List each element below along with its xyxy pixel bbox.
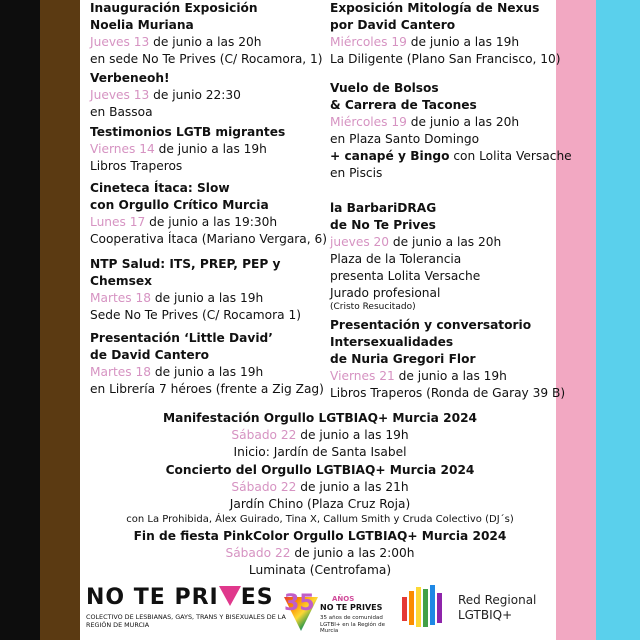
- event-title: Exposición Mitología de Nexus: [330, 1, 540, 15]
- no-te-prives-logo: [86, 585, 286, 629]
- event-time: de junio a las 19h: [154, 142, 267, 156]
- event-performers: con La Prohibida, Álex Guirado, Tina X, Callum Smith y Cruda Colectivo (DJ´s): [126, 514, 514, 525]
- event-title: de No Te Prives: [330, 218, 436, 232]
- event-title: Inauguración Exposición: [90, 1, 258, 15]
- event-time: de junio a las 19h: [151, 365, 264, 379]
- event-date: Miércoles 19: [330, 115, 407, 129]
- event-location: Libros Traperos (Ronda de Garay 39 B): [330, 386, 566, 400]
- event-time: de junio a las 21h: [296, 480, 409, 494]
- event-title: Presentación y conversatorio: [330, 318, 532, 332]
- event-date: Jueves 13: [90, 88, 150, 102]
- red-line2: LGTBIQ+: [458, 608, 513, 622]
- event-title: la BarbariDRAG: [330, 201, 437, 215]
- event-location: en Plaza Santo Domingo: [330, 132, 480, 146]
- event-time: de junio a las 20h: [149, 35, 262, 49]
- center-event: [85, 528, 555, 579]
- stripe-brown: [40, 0, 80, 640]
- ntp-title-a: NO TE PRI: [86, 585, 219, 610]
- event-title: por David Cantero: [330, 18, 456, 32]
- event-date: Lunes 17: [90, 215, 146, 229]
- anniversary-logo: [284, 591, 399, 636]
- event: [90, 0, 323, 68]
- event-location: Luminata (Centrofama): [248, 563, 392, 577]
- event-location: presenta Lolita Versache: [330, 269, 481, 283]
- event-title: Verbeneoh!: [90, 71, 170, 85]
- event-date: Sábado 22: [231, 480, 297, 494]
- rainbow-bars-icon: [400, 583, 448, 631]
- event-date: jueves 20: [330, 235, 390, 249]
- event: [90, 256, 301, 324]
- event-time: de junio a las 19h: [151, 291, 264, 305]
- anniversary-number: 35: [284, 591, 315, 616]
- event-date-line: [90, 34, 323, 51]
- event-location: Plaza de la Tolerancia: [330, 252, 462, 266]
- event-time: de junio a las 20h: [389, 235, 502, 249]
- event: [330, 317, 565, 402]
- event-date-line: [330, 34, 561, 51]
- event-date-line: [90, 214, 327, 231]
- red-regional-logo: [400, 583, 556, 633]
- event-note: (Cristo Resucitado): [330, 302, 416, 312]
- triangle-icon: [219, 586, 241, 606]
- event-date-line: [85, 479, 555, 496]
- event-date: Sábado 22: [225, 546, 291, 560]
- event-location: Libros Traperos: [90, 159, 183, 173]
- event-date-line: [90, 141, 285, 158]
- ntp-subtitle: COLECTIVO DE LESBIANAS, GAYS, TRANS Y BISEXUALES DE LA REGIÓN DE MURCIA: [86, 613, 286, 629]
- event-extra: [330, 148, 572, 165]
- event-title: Noelia Muriana: [90, 18, 194, 32]
- event-title: NTP Salud: ITS, PREP, PEP y: [90, 257, 281, 271]
- event-date: Martes 18: [90, 291, 152, 305]
- event-time: de junio 22:30: [149, 88, 241, 102]
- center-event: [85, 462, 555, 527]
- event-title: con Orgullo Crítico Murcia: [90, 198, 269, 212]
- event-time: de junio a las 19h: [296, 428, 409, 442]
- event-extra-line: en Piscis: [330, 166, 383, 180]
- event-time: de junio a las 19h: [406, 35, 520, 49]
- event-location: Jardín Chino (Plaza Cruz Roja): [229, 497, 411, 511]
- event-title: Manifestación Orgullo LGTBIAQ+ Murcia 2024: [162, 411, 478, 425]
- event-date: Jueves 13: [90, 35, 150, 49]
- event: [330, 80, 572, 182]
- event: [90, 180, 327, 248]
- event: [90, 124, 285, 175]
- event-date-line: [330, 234, 501, 251]
- event-date-line: [90, 364, 324, 381]
- event-date-line: [90, 290, 301, 307]
- event-date: Viernes 21: [330, 369, 395, 383]
- event-time: de junio a las 19:30h: [145, 215, 278, 229]
- ntp-title-b: ES: [240, 585, 274, 610]
- event-title: Intersexualidades: [330, 335, 454, 349]
- event: [90, 330, 324, 398]
- event-location: en Bassoa: [90, 105, 153, 119]
- stripe-blue: [596, 0, 640, 640]
- event-title: Fin de fiesta PinkColor Orgullo LGTBIAQ+ Murcia 2024: [133, 529, 507, 543]
- event-title: Testimonios LGTB migrantes: [90, 125, 286, 139]
- event-location: en Librería 7 héroes (frente a Zig Zag): [90, 382, 324, 396]
- red-line1: Red Regional: [458, 593, 537, 607]
- event-date: Miércoles 19: [330, 35, 407, 49]
- event-title: Chemsex: [90, 274, 152, 288]
- event-date-line: [330, 114, 572, 131]
- event-title: Concierto del Orgullo LGTBIAQ+ Murcia 2024: [165, 463, 475, 477]
- event-date-line: [330, 368, 565, 385]
- event-title: Vuelo de Bolsos: [330, 81, 439, 95]
- event-location: Cooperativa Ítaca (Mariano Vergara, 6): [90, 232, 328, 246]
- event-location: Inicio: Jardín de Santa Isabel: [233, 445, 407, 459]
- event: [90, 70, 241, 121]
- event-title: Presentación ‘Little David’: [90, 331, 273, 345]
- event-location: en sede No Te Prives (C/ Rocamora, 1): [90, 52, 323, 66]
- event-date-line: [90, 87, 241, 104]
- event: [330, 0, 561, 68]
- event-date: Viernes 14: [90, 142, 155, 156]
- event-location: La Diligente (Plano San Francisco, 10): [330, 52, 561, 66]
- event-date-line: [85, 427, 555, 444]
- event-time: de junio a las 2:00h: [290, 546, 415, 560]
- center-event: [85, 410, 555, 461]
- event: [330, 200, 501, 313]
- event-title: Cineteca Ítaca: Slow: [90, 181, 230, 195]
- footer-logos: [82, 575, 556, 640]
- anniversary-word: AÑOS: [332, 595, 355, 603]
- anniversary-name: NO TE PRIVES: [320, 603, 383, 612]
- event-extra-bold: + canapé y Bingo: [330, 149, 450, 163]
- event-location: Jurado profesional: [330, 286, 441, 300]
- anniversary-subtitle: 35 años de comunidad LGTBI+ en la Región de Murcia: [320, 615, 385, 634]
- stripe-black: [0, 0, 40, 640]
- event-time: de junio a las 20h: [406, 115, 520, 129]
- event-date-line: [85, 545, 555, 562]
- event-extra-rest: con Lolita Versache: [449, 149, 572, 163]
- event-location: Sede No Te Prives (C/ Rocamora 1): [90, 308, 301, 322]
- event-title: de Nuria Gregori Flor: [330, 352, 476, 366]
- event-title: & Carrera de Tacones: [330, 98, 477, 112]
- event-time: de junio a las 19h: [394, 369, 507, 383]
- event-date: Sábado 22: [231, 428, 297, 442]
- event-title: de David Cantero: [90, 348, 209, 362]
- event-date: Martes 18: [90, 365, 152, 379]
